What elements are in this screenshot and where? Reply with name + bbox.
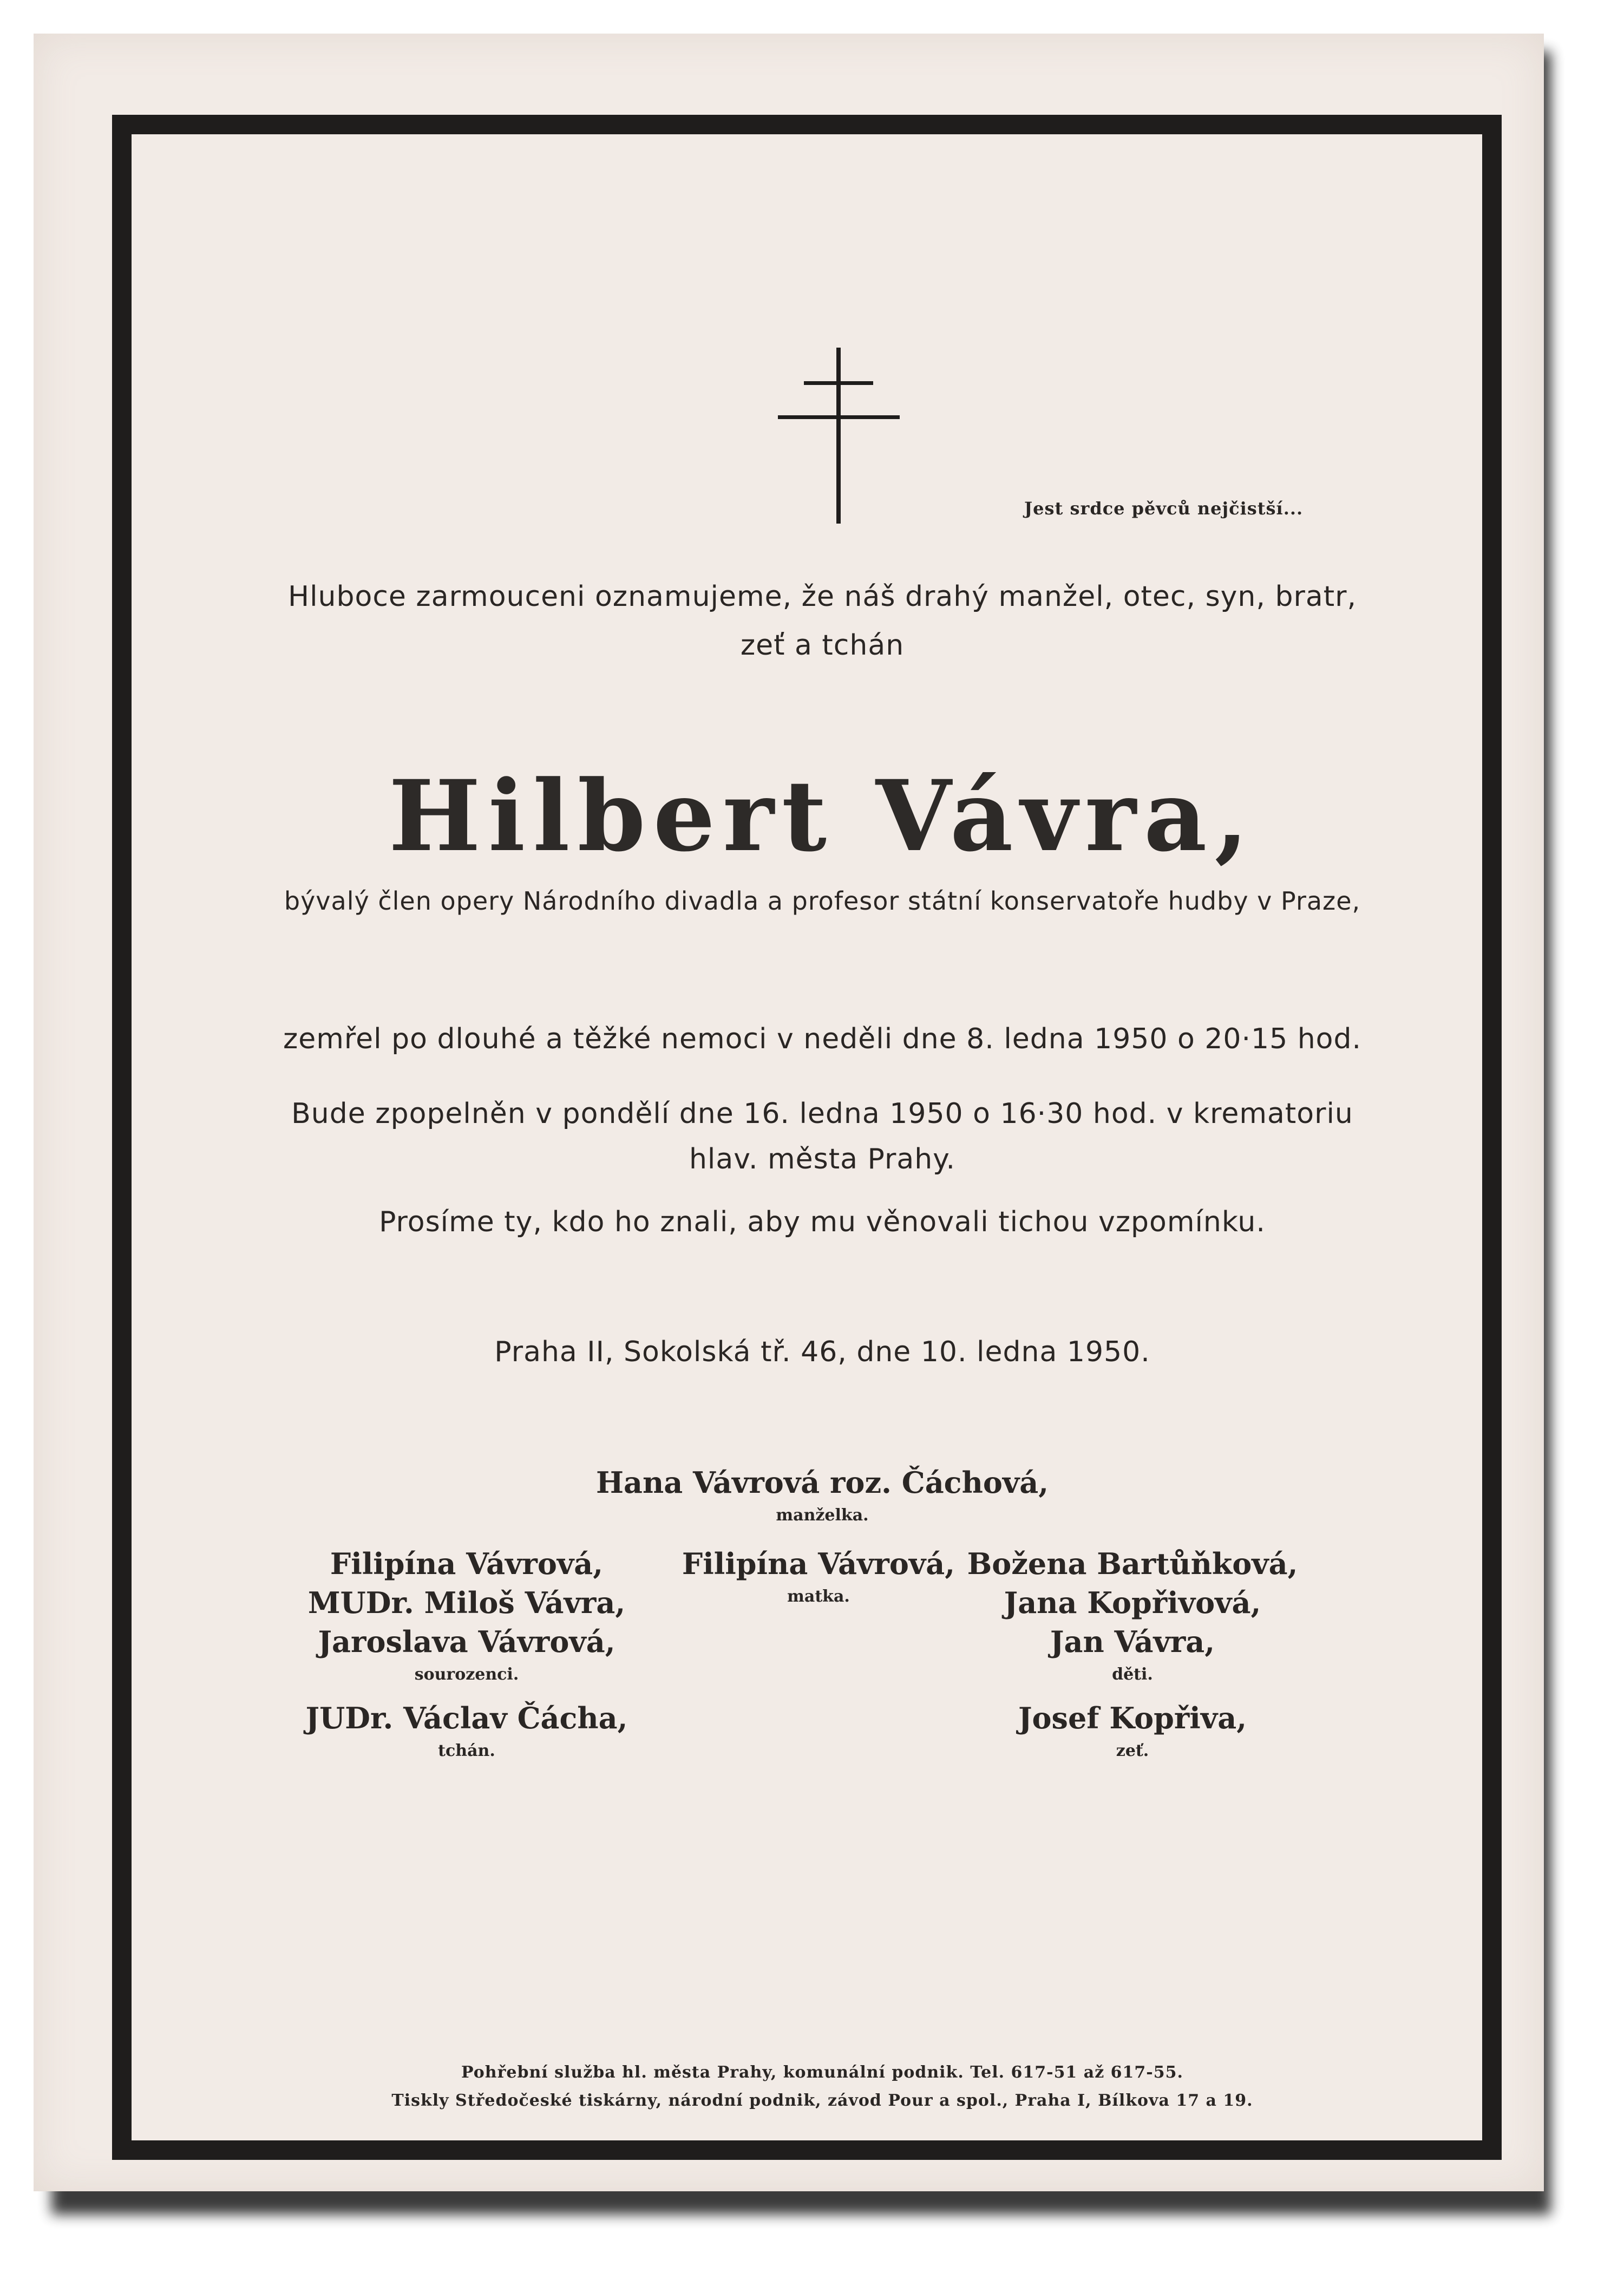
- motto: Jest srdce pěvců nejčistší...: [1024, 498, 1304, 519]
- death-notice: zemřel po dlouhé a těžké nemoci v neděli dne 8. ledna 1950 o 20·15 hod.: [283, 1023, 1362, 1055]
- mother-role: matka.: [787, 1587, 850, 1606]
- imprint: [34, 2059, 1611, 2115]
- announcement-line-1: Hluboce zarmouceni oznamujeme, že náš drahý manžel, otec, syn, bratr,: [287, 580, 1357, 613]
- wife-entry: [34, 1463, 1611, 1529]
- place-and-date: Praha II, Sokolská tř. 46, dne 10. ledna 1950.: [494, 1336, 1150, 1368]
- father-in-law-entry: [277, 1699, 656, 1765]
- child-name: Jana Kopřivová,: [1004, 1585, 1261, 1620]
- deceased-title: bývalý člen opery Národního divadla a profesor státní konservatoře hudby v Praze,: [284, 886, 1361, 916]
- children-role: děti.: [1112, 1665, 1153, 1684]
- son-in-law-entry: [921, 1699, 1344, 1765]
- announcement: [34, 572, 1611, 670]
- imprint-line-2: Tiskly Středočeské tiskárny, národní podnik, závod Pour a spol., Praha I, Bílkova 17 a 19.: [391, 2091, 1253, 2110]
- child-name: Božena Bartůňková,: [967, 1546, 1298, 1581]
- remembrance-request: Prosíme ty, kdo ho znali, aby mu věnovali tichou vzpomínku.: [379, 1206, 1266, 1238]
- announcement-line-2: zeť a tchán: [740, 629, 905, 662]
- siblings-role: sourozenci.: [414, 1665, 519, 1684]
- parte-sheet: [34, 34, 1544, 2191]
- children-column: [921, 1544, 1344, 1688]
- sibling-name: Jaroslava Vávrová,: [318, 1624, 615, 1659]
- cremation-notice: [34, 1089, 1611, 1184]
- son-in-law-role: zeť.: [1116, 1741, 1149, 1760]
- double-cross-icon: [778, 348, 900, 524]
- sibling-name: MUDr. Miloš Vávra,: [307, 1585, 626, 1620]
- father-in-law-role: tchán.: [438, 1741, 495, 1760]
- cremation-line-1: Bude zpopelněn v pondělí dne 16. ledna 1950 o 16·30 hod. v krematoriu: [291, 1098, 1353, 1130]
- cremation-line-2: hlav. města Prahy.: [689, 1143, 956, 1176]
- imprint-line-1: Pohřební služba hl. města Prahy, komunální podnik. Tel. 617-51 až 617-55.: [461, 2063, 1183, 2082]
- mother-name: Filipína Vávrová,: [682, 1546, 955, 1581]
- sibling-name: Filipína Vávrová,: [330, 1546, 604, 1581]
- wife-name: Hana Vávrová roz. Čáchová,: [595, 1465, 1049, 1500]
- child-name: Jan Vávra,: [1050, 1624, 1215, 1659]
- son-in-law-name: Josef Kopřiva,: [1018, 1701, 1247, 1735]
- father-in-law-name: JUDr. Václav Čácha,: [305, 1701, 628, 1735]
- wife-role: manželka.: [776, 1506, 869, 1525]
- deceased-name: Hilbert Vávra,: [388, 759, 1256, 873]
- siblings-column: [277, 1544, 656, 1688]
